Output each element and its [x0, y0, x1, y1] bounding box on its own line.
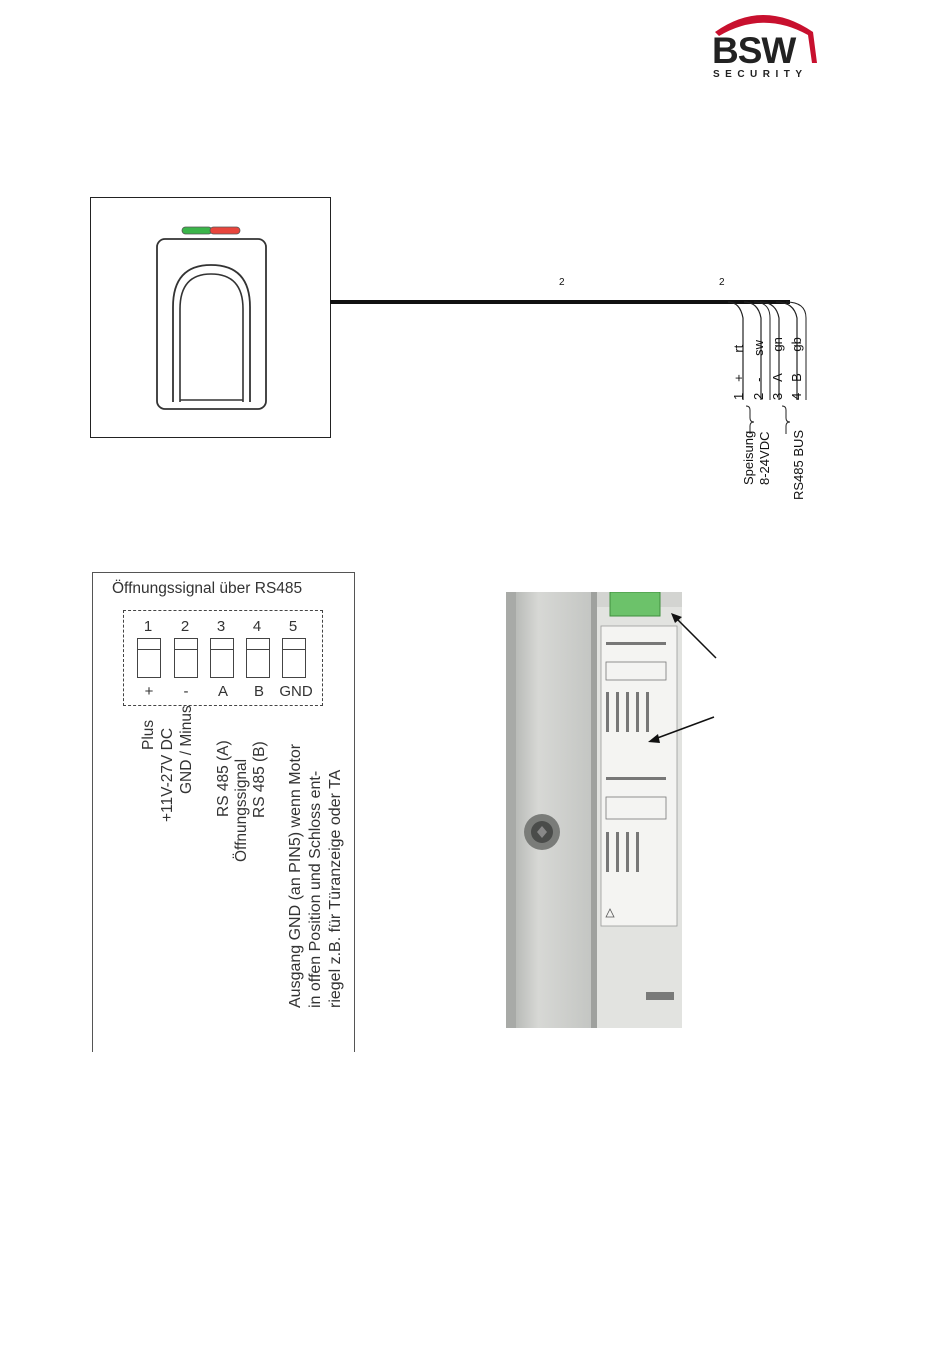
terminal-block-1: [137, 638, 161, 678]
wire-label-1: 1 + rt: [731, 344, 746, 400]
pin-sign-5: GND: [279, 683, 313, 700]
pin-number-1: 1: [143, 618, 153, 635]
led-green: [182, 227, 212, 234]
pin-number-4: 4: [252, 618, 262, 635]
terminal-block-2: [174, 638, 198, 678]
terminal-block-4: [246, 638, 270, 678]
cable-count-mark-2: 2: [719, 277, 725, 288]
panel-title: Öffnungssignal über RS485: [112, 580, 303, 597]
finger-slot-inner: [180, 274, 243, 402]
arrow-head-icon: [648, 734, 660, 743]
desc-gnd: GND / Minus: [178, 705, 195, 794]
desc-oeffnungssignal: Öffnungssignal: [233, 758, 250, 862]
led-red: [210, 227, 240, 234]
desc-ausgang-line3: riegel z.B. für Türanzeige oder TA: [327, 769, 344, 1008]
reader-device-drawing: [90, 197, 350, 447]
pin-sign-3: A: [217, 683, 228, 700]
power-group-label-2: 8-24VDC: [757, 431, 772, 485]
wire-label-4: 4 B gb: [789, 337, 804, 400]
terminal-block-5: [282, 638, 306, 678]
logo-subtitle: SECURITY: [713, 69, 808, 80]
pin-number-5: 5: [288, 618, 298, 635]
desc-rs485a: RS 485 (A): [215, 740, 232, 817]
terminal-block-3: [210, 638, 234, 678]
power-group-label-1: Speisung: [741, 430, 756, 485]
pin-number-3: 3: [216, 618, 226, 635]
desc-plus: Plus: [140, 719, 157, 750]
logo-wordmark: BSW: [712, 30, 796, 71]
desc-ausgang-line1: Ausgang GND (an PIN5) wenn Motor: [287, 743, 304, 1008]
bsw-logo: [705, 8, 820, 78]
finger-slot-outer: [173, 265, 250, 402]
callout-arrows: [640, 605, 730, 755]
pin-sign-1: +: [144, 683, 154, 700]
bus-group-label: RS485 BUS: [791, 429, 806, 500]
desc-voltage: +11V-27V DC: [159, 727, 176, 822]
cable-count-mark-1: 2: [559, 277, 565, 288]
wire-label-2: 2 - sw: [751, 340, 766, 400]
pin-sign-2: -: [183, 683, 189, 700]
wire-label-3: 3 A gn: [770, 337, 785, 400]
desc-rs485b: RS 485 (B): [251, 741, 268, 818]
desc-ausgang-line2: in offen Position und Schloss ent-: [307, 770, 324, 1008]
pin-number-2: 2: [180, 618, 190, 635]
pin-sign-4: B: [253, 683, 264, 700]
